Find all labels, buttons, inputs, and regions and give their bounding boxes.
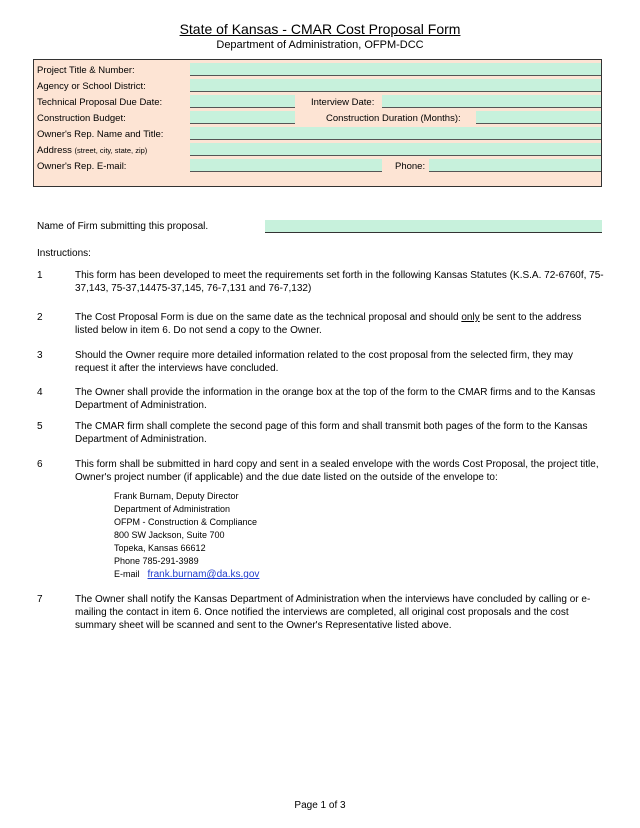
owner-info-box [33,59,602,187]
contact-city: Topeka, Kansas 66612 [114,543,206,553]
instruction-text: The Owner shall notify the Kansas Department of Administration when the interviews have concluded by calling or e-mailing the contact in item 6. Once notified the interviews are completed, all original cost proposals and the cost summary sheet will be scanned and sent to the Owner's Representative listed above. [75,594,591,631]
duration-field[interactable] [476,111,601,124]
owner-rep-label: Owner's Rep. Name and Title: [37,129,164,140]
contact-email-label: E-mail [114,569,140,579]
agency-field[interactable] [190,79,601,92]
form-subtitle: Department of Administration, OFPM-DCC [216,39,424,51]
tech-due-row [34,94,601,110]
contact-office: OFPM - Construction & Compliance [114,517,258,527]
instruction-text: This form has been developed to meet the requirements set forth in the following Kansas Statutes (K.S.A. 72-6760f, 75-37,143, 75-37,14475-37,145, 76-7,131 and 76-7,132) [75,270,604,294]
address-label: Address (street, city, state, zip) [37,145,148,156]
agency-label: Agency or School District: [37,81,146,92]
instruction-text: Should the Owner require more detailed information related to the cost proposal from the selected firm, they may request it after the interviews have concluded. [75,350,574,374]
budget-label: Construction Budget: [37,113,126,124]
project-title-label: Project Title & Number: [37,65,135,76]
instruction-text: The Owner shall provide the information in the orange box at the top of the form to the CMAR firms and to the Kansas Department of Administration. [75,387,596,411]
project-title-row [34,62,601,78]
instruction-number: 6 [37,459,43,470]
contact-name: Frank Burnam, Deputy Director [114,491,239,501]
phone-label: Phone: [395,161,426,172]
contact-address-block [114,490,259,581]
instruction-number: 2 [37,312,43,323]
budget-row [34,110,601,126]
interview-date-label: Interview Date: [311,97,375,108]
address-hint: (street, city, state, zip) [74,146,148,155]
budget-field[interactable] [190,111,295,124]
email-row [34,158,601,174]
duration-label: Construction Duration (Months): [326,113,461,124]
owner-email-label: Owner's Rep. E-mail: [37,161,127,172]
agency-row [34,78,601,94]
firm-name-label: Name of Firm submitting this proposal. [37,221,209,232]
phone-field[interactable] [429,159,601,172]
owner-email-field[interactable] [190,159,382,172]
page-number: Page 1 of 3 [294,800,346,811]
firm-name-field[interactable] [265,220,602,233]
contact-dept: Department of Administration [114,504,231,514]
project-title-field[interactable] [190,63,601,76]
instruction-text: This form shall be submitted in hard copy and sent in a sealed envelope with the words Cost Proposal, the project title, Owner's project number (if applicable) and the due date listed on the outside of the envelope to: [75,459,599,483]
address-field[interactable] [190,143,601,156]
instruction-text: The Cost Proposal Form is due on the same date as the technical proposal and should only be sent to the address listed below in item 6. Do not send a copy to the Owner. [75,312,582,336]
instruction-text: The CMAR firm shall complete the second page of this form and shall transmit both pages of the form to the Kansas Department of Administration. [75,421,588,445]
interview-date-field[interactable] [382,95,601,108]
owner-rep-field[interactable] [190,127,601,140]
address-row [34,142,601,158]
tech-due-label: Technical Proposal Due Date: [37,97,163,108]
contact-phone: Phone 785-291-3989 [114,556,199,566]
instruction-number: 1 [37,270,43,281]
only-emphasis: only [461,312,480,323]
owner-rep-row [34,126,601,142]
instruction-number: 4 [37,387,43,398]
contact-email-line [114,568,259,581]
contact-street: 800 SW Jackson, Suite 700 [114,530,225,540]
instructions-heading: Instructions: [37,248,91,259]
contact-email-link[interactable]: frank.burnam@da.ks.gov [147,569,260,580]
form-title: State of Kansas - CMAR Cost Proposal Form [179,21,461,37]
tech-due-field[interactable] [190,95,295,108]
instruction-number: 3 [37,350,43,361]
instruction-number: 5 [37,421,43,432]
instruction-number: 7 [37,594,43,605]
